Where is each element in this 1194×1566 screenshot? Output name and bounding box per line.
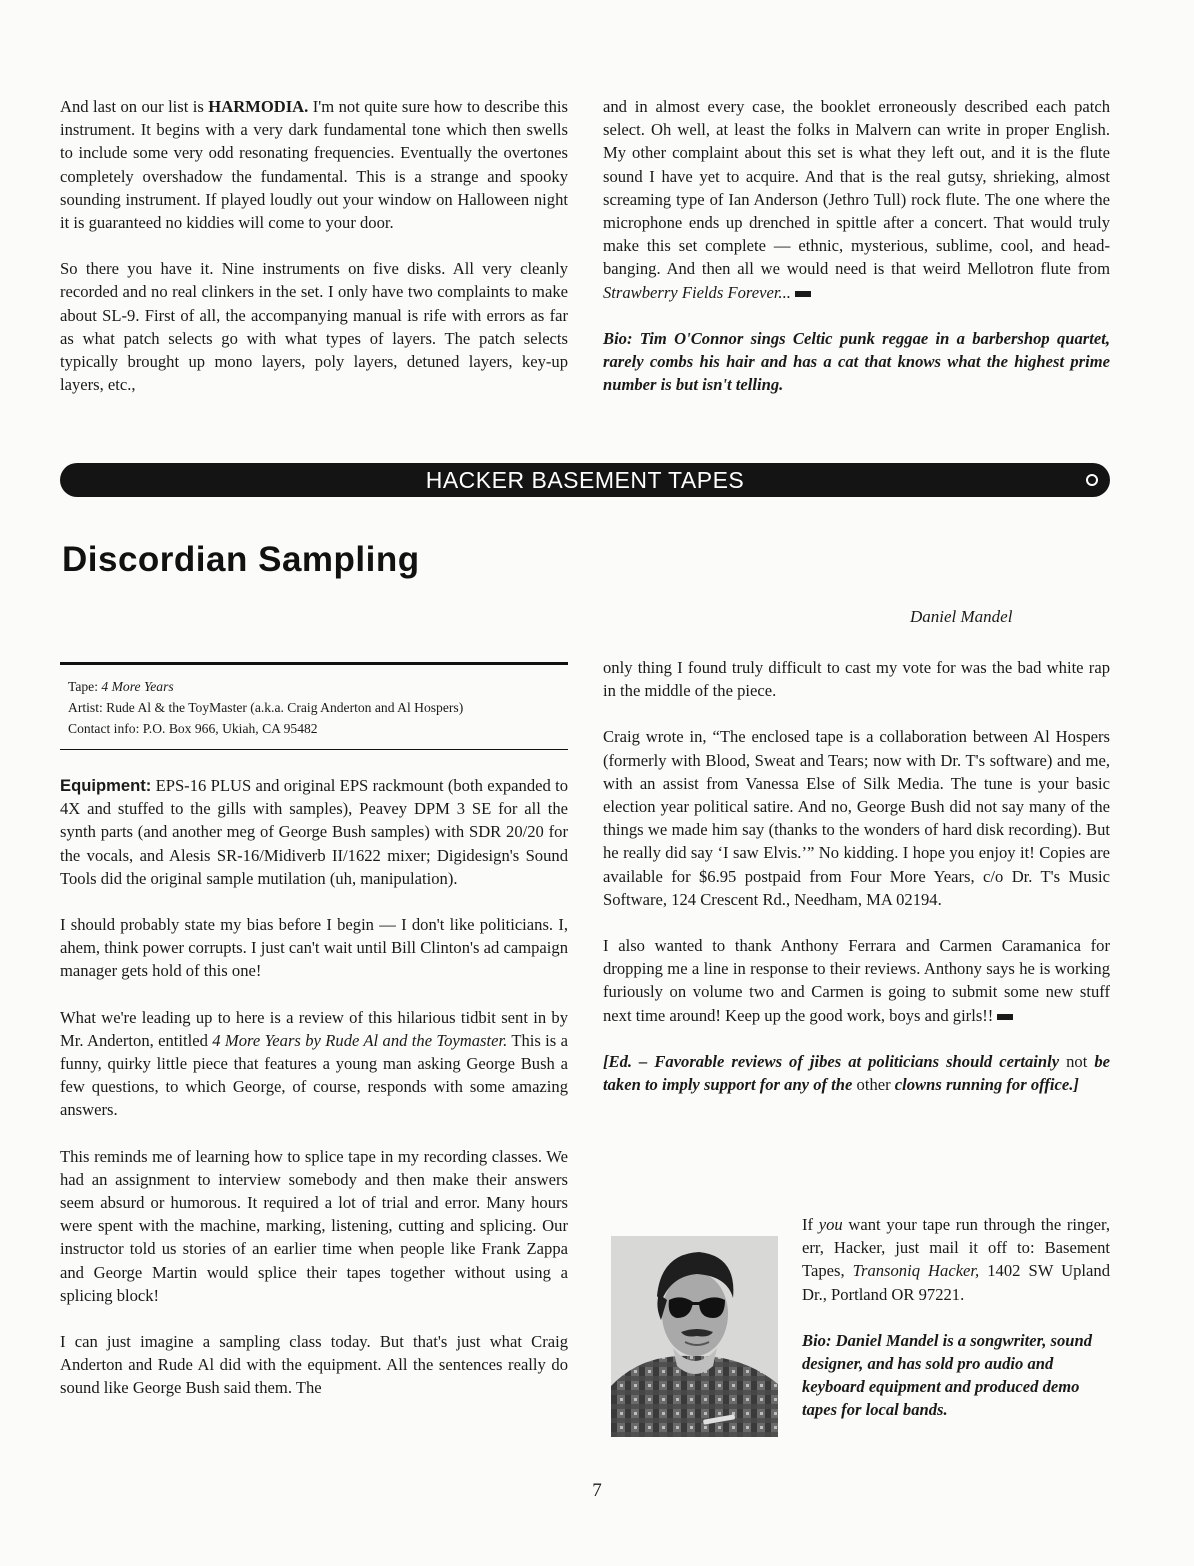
tape-info-box	[60, 662, 568, 750]
article-title: Discordian Sampling	[62, 540, 420, 579]
imagine-paragraph: I can just imagine a sampling class today. But that's just what Craig Anderton and Rude Al did with the equipment. All the sentences really do sound like George Bush said them. The	[60, 1332, 568, 1398]
text-run: be taken to imply support for any of the	[603, 1051, 1111, 1095]
equipment-paragraph	[60, 774, 568, 890]
section-banner	[60, 463, 1110, 497]
craig-quote-paragraph: Craig wrote in, “The enclosed tape is a collaboration between Al Hospers (formerly with Blood, Sweat and Tears; now with Dr. T's software) and me, with an assist from Vanessa Else of Silk Media. The tune is your basic election year political satire. And no, George Bush did not say many of the things we made him say (thanks to the wonders of hard disk recording). But he really did say ‘I saw Elvis.’” No kidding. I hope you enjoy it! Copies are available for $6.95 postpaid from Four More Years, c/o Dr. T's Music Software, 124 Crescent Rd., Needham, MA 02194.	[603, 727, 1110, 909]
harmodia-term: HARMODIA.	[208, 97, 309, 116]
text-run: [Ed. – Favorable reviews of jibes at politicians should certainly	[603, 1051, 1067, 1071]
top-right-column	[603, 95, 1110, 419]
text-run: This is a funny, quirky little piece that features a young man asking George Bush a few questions, to which George, of course, responds with some amazing answers.	[60, 1030, 568, 1120]
text-run: clowns running for office.]	[890, 1075, 1079, 1095]
article-right-column	[603, 656, 1110, 1119]
magazine-name: Transoniq Hacker,	[852, 1261, 980, 1281]
text-run: EPS-16 PLUS and original EPS rackmount (both expanded to 4X and stuffed to the gills with samples), Peavey DPM 3 SE for all the synth parts (and another meg of George Bush samples) with SDR 20/20 for the vocals, and Alesis SR-16/Midiverb II/1622 mixer; Digidesign's Sound Tools did the original sample mutilation (uh, manipulation).	[60, 776, 568, 888]
author-photo	[611, 1236, 778, 1437]
tape-value: 4 More Years	[101, 679, 174, 694]
thanks-paragraph	[603, 934, 1110, 1027]
text-run: other	[856, 1075, 891, 1095]
banner-dot-icon	[1086, 474, 1098, 486]
mail-in-paragraph	[802, 1213, 1110, 1306]
end-mark-icon	[997, 1014, 1013, 1020]
harmodia-paragraph	[60, 95, 568, 234]
end-mark-icon	[795, 291, 811, 297]
section-banner-title: HACKER BASEMENT TAPES	[425, 467, 745, 493]
text-run: What we're leading up to here is a review of this hilarious tidbit sent in by Mr. Anderton, entitled	[60, 1007, 568, 1050]
text-run: I also wanted to thank Anthony Ferrara and Carmen Caramanica for dropping me a line in response to their reviews. Anthony says he is working furiously on volume two and Carmen is going to submit some new stuff next time around! Keep up the good work, boys and girls!!	[603, 936, 1110, 1025]
tape-line	[68, 676, 568, 697]
rap-paragraph: only thing I found truly difficult to cast my vote for was the bad white rap in the middle of the piece.	[603, 658, 1110, 701]
summary-paragraph: So there you have it. Nine instruments on five disks. All very cleanly recorded and no real clinkers in the set. I only have two complaints to make about SL-9. First of all, the accompanying manual is rife with errors as far as what patch selects go with what types of layers. The patch selects typically brought up mono layers, poly layers, detuned layers, key-up layers, etc.,	[60, 259, 568, 395]
splice-paragraph: This reminds me of learning how to splice tape in my recording classes. We had an assignment to interview somebody and then make their answers seem absurd or humorous. It required a lot of trial and error. Many hours were spent with the machine, marking, listening, cutting and splicing. Our instructor told us stories of an earlier time when people like Frank Zappa and George Martin would splice their tapes together without using a splicing block!	[60, 1146, 568, 1305]
article-left-column	[60, 774, 568, 1423]
daniel-bio: Bio: Daniel Mandel is a songwriter, sound designer, and has sold pro audio and keyboard equipment and produced demo tapes for local bands.	[802, 1330, 1092, 1420]
text-run: 1402 SW Upland Dr., Portland OR 97221.	[802, 1261, 1110, 1304]
contact-line: Contact info: P.O. Box 966, Ukiah, CA 95482	[68, 721, 318, 736]
tim-bio: Bio: Tim O'Connor sings Celtic punk reggae in a barbershop quartet, rarely combs his hair and has a cat that knows what the highest prime number is but isn't telling.	[603, 328, 1110, 395]
complaint-paragraph	[603, 95, 1110, 304]
author-portrait-image	[611, 1236, 778, 1437]
page-number: 7	[592, 1480, 602, 1501]
text-run: not	[1066, 1051, 1088, 1071]
artist-line: Artist: Rude Al & the ToyMaster (a.k.a. Craig Anderton and Al Hospers)	[68, 700, 464, 715]
song-title: Strawberry Fields Forever...	[603, 282, 791, 302]
text-run: and in almost every case, the booklet erroneously described each patch select. Oh well, at least the folks in Malvern can write in proper English. My other complaint about this set is what they left out, and it is the flute sound I have yet to acquire. And that is the real gutsy, shrieking, almost screaming type of Ian Anderson (Jethro Tull) rock flute. The one where the microphone ends up drenched in spittle after a concert. That would truly make this set complete — ethnic, mysterious, sublime, cool, and head-banging. And then all we would need is that weird Mellotron flute from	[603, 97, 1110, 279]
mail-in-column	[802, 1213, 1110, 1445]
text-run: I'm not quite sure how to describe this instrument. It begins with a very dark fundamental tone which then swells to include some very odd resonating frequencies. Eventually the overtones completely overshadow the fundamental. This is a strange and spooky sounding instrument. If played loudly out your window on Halloween night it is guaranteed no kiddies will come to your door.	[60, 97, 568, 233]
equipment-label: Equipment:	[60, 776, 152, 795]
text-run: you	[818, 1215, 843, 1234]
top-left-column	[60, 95, 568, 419]
byline: Daniel Mandel	[910, 607, 1013, 626]
text-run: want your tape run through the ringer, err, Hacker, just mail it off to: Basement Tapes,	[802, 1215, 1110, 1281]
editor-note	[603, 1050, 1110, 1096]
text-run: If	[802, 1215, 819, 1234]
review-paragraph	[60, 1006, 568, 1122]
tape-label: Tape:	[68, 679, 102, 694]
text-run: And last on our list is	[60, 97, 209, 116]
bias-paragraph: I should probably state my bias before I begin — I don't like politicians. I, ahem, think power corrupts. I just can't wait until Bill Clinton's ad campaign manager gets hold of this one!	[60, 915, 568, 981]
tape-title: 4 More Years by Rude Al and the Toymaster.	[212, 1030, 508, 1050]
